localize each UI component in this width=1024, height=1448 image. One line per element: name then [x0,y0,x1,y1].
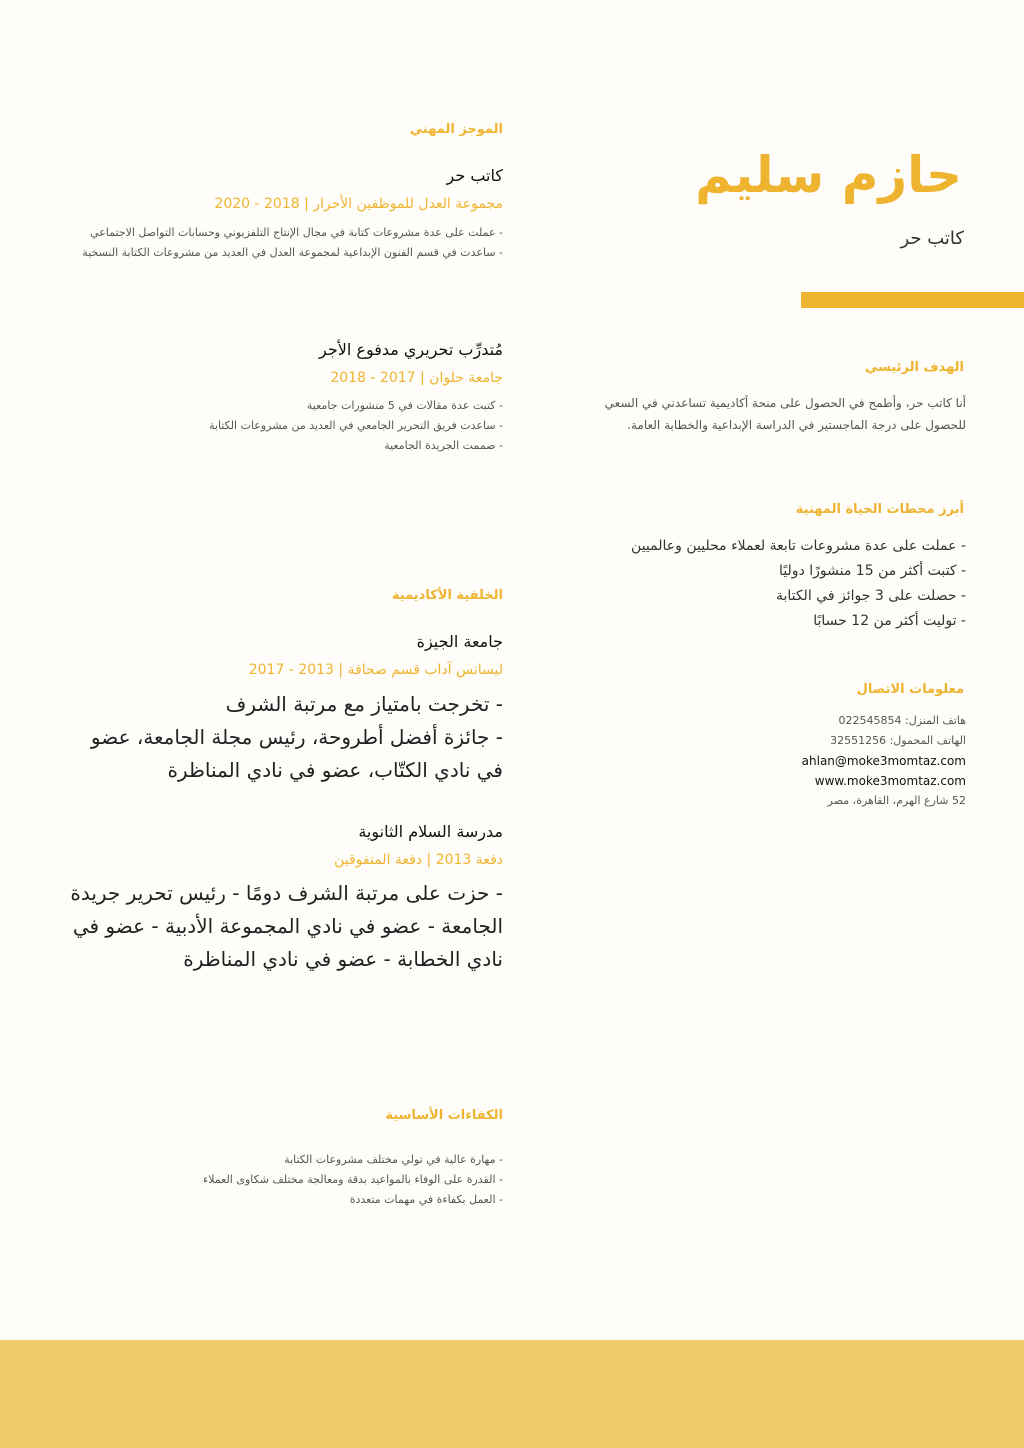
home-phone: هاتف المنزل: 022545854 [838,714,966,727]
experience-entry-title: مُتدرِّب تحريري مدفوع الأجر [319,340,503,359]
objective-line: أنا كاتب حر، وأطمح في الحصول على منحة أكاديمية تساعدني في السعي [604,396,966,410]
experience-entry-details [209,396,503,456]
experience-entry-subtitle: مجموعة العدل للموظفين الأحرار | 2018 - 2020 [214,196,503,212]
objective-heading: الهدف الرئيسي [864,360,964,375]
mobile-phone: الهاتف المحمول: 32551256 [830,734,966,747]
education-entry-title: جامعة الجيزة [416,632,503,651]
education-entry-text: - تخرجت بامتياز مع مرتبة الشرف - جائزة أفضل أطروحة، رئيس مجلة الجامعة، عضو في نادي الكتّاب، عضو في نادي المناظرة [90,692,503,782]
skill-item: - العمل بكفاءة في مهمات متعددة [349,1193,503,1206]
footer-bar [0,1340,1024,1448]
highlights-heading: أبرز محطات الحياة المهنية [795,502,964,517]
experience-detail-line: - كتبت عدة مقالات في 5 منشورات جامعية [306,399,503,412]
skills-list [203,1150,503,1210]
education-entry-subtitle: دفعة 2013 | دفعة المتفوقين [334,852,503,868]
experience-detail-line: - عملت على عدة مشروعات كتابة في مجال الإنتاج التلفزيوني وحسابات التواصل الاجتماعي [90,226,503,239]
highlight-item: - توليت أكثر من 12 حسابًا [813,613,966,629]
highlight-item: - حصلت على 3 جوائز في الكتابة [775,588,966,604]
candidate-name: حازم سليم [695,146,962,204]
objective-line: للحصول على درجة الماجستير في الدراسة الإبداعية والخطابة العامة. [627,418,966,432]
email-link[interactable]: ahlan@moke3momtaz.com [801,754,966,768]
experience-detail-line: - صممت الجريدة الجامعية [384,439,503,452]
highlight-item: - عملت على عدة مشروعات تابعة لعملاء محليين وعالميين [631,538,966,554]
experience-detail-line: - ساعدت فريق التحرير الجامعي في العديد من مشروعات الكتابة [208,419,503,432]
experience-entry-title: كاتب حر [446,166,503,185]
skills-heading: الكفاءات الأساسية [385,1108,503,1123]
website-link[interactable]: www.moke3momtaz.com [814,774,966,788]
highlight-item: - كتبت أكثر من 15 منشورًا دوليًا [779,563,966,579]
objective-text [605,392,966,436]
accent-bar [801,292,1024,308]
highlights-list [631,534,966,634]
education-entry-text: - حزت على مرتبة الشرف دومًا - رئيس تحرير جريدة الجامعة - عضو في نادي المجموعة الأدبية - عضو في نادي الخطابة - عضو في نادي المناظرة [70,881,503,971]
contact-details [802,711,966,811]
education-heading: الخلفية الأكاديمية [391,588,503,603]
address: 52 شارع الهرم، القاهرة، مصر [827,794,966,807]
skill-item: - مهارة عالية في تولي مختلف مشروعات الكتابة [284,1153,503,1166]
education-entry-subtitle: ليسانس آداب قسم صحافة | 2013 - 2017 [248,662,503,678]
candidate-job-title: كاتب حر [900,228,964,249]
experience-entry-details [82,223,503,263]
experience-heading: الموجز المهني [409,122,503,137]
contact-heading: معلومات الاتصال [856,682,964,697]
skill-item: - القدرة على الوفاء بالمواعيد بدقة ومعالجة مختلف شكاوى العملاء [203,1173,503,1186]
experience-entry-subtitle: جامعة حلوان | 2017 - 2018 [330,370,503,386]
experience-detail-line: - ساعدت في قسم الفنون الإبداعية لمجموعة العدل في العديد من مشروعات الكتابة النسخية [82,246,503,259]
education-entry-title: مدرسة السلام الثانوية [358,822,503,841]
